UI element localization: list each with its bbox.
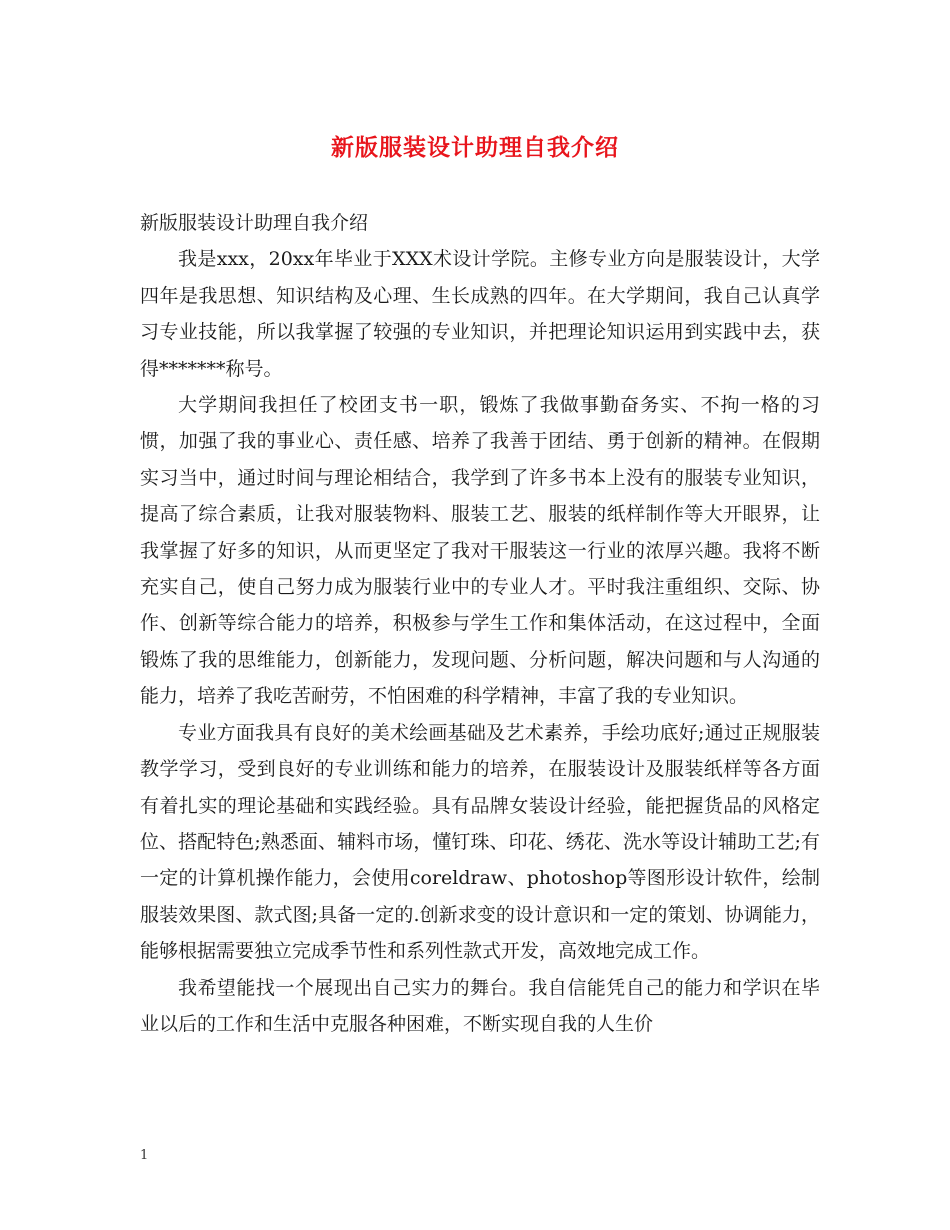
body-paragraph: 我希望能找一个展现出自己实力的舞台。我自信能凭自己的能力和学识在毕业以后的工作和生活中克服各种困难，不断实现自我的人生价 bbox=[140, 976, 820, 1035]
document-body bbox=[140, 205, 820, 1042]
body-paragraph: 专业方面我具有良好的美术绘画基础及艺术素养，手绘功底好;通过正规服装教学学习，受到良好的专业训练和能力的培养，在服装设计及服装纸样等各方面有着扎实的理论基础和实践经验。具有品牌女装设计经验，能把握货品的风格定位、搭配特色;熟悉面、辅料市场，懂钉珠、印花、绣花、洗水等设计辅助工艺;有一定的计算机操作能力，会使用coreldraw、photoshop等图形设计软件，绘制服装效果图、款式图;具备一定的.创新求变的设计意识和一定的策划、协调能力，能够根据需要独立完成季节性和系列性款式开发，高效地完成工作。 bbox=[140, 721, 820, 963]
document-title: 新版服装设计助理自我介绍 bbox=[331, 134, 619, 161]
document-subtitle: 新版服装设计助理自我介绍 bbox=[140, 212, 369, 234]
body-paragraph: 大学期间我担任了校团支书一职，锻炼了我做事勤奋务实、不拘一格的习惯，加强了我的事业心、责任感、培养了我善于团结、勇于创新的精神。在假期实习当中，通过时间与理论相结合，我学到了许多书本上没有的服装专业知识，提高了综合素质，让我对服装物料、服装工艺、服装的纸样制作等大开眼界，让我掌握了好多的知识，从而更坚定了我对干服装这一行业的浓厚兴趣。我将不断充实自己，使自己努力成为服装行业中的专业人才。平时我注重组织、交际、协作、创新等综合能力的培养，积极参与学生工作和集体活动，在这过程中，全面锻炼了我的思维能力，创新能力，发现问题、分析问题，解决问题和与人沟通的能力，培养了我吃苦耐劳，不怕困难的科学精神，丰富了我的专业知识。 bbox=[140, 394, 820, 708]
body-paragraph: 我是xxx，20xx年毕业于XXX术设计学院。主修专业方向是服装设计，大学四年是我思想、知识结构及心理、生长成熟的四年。在大学期间，我自己认真学习专业技能，所以我掌握了较强的专业知识，并把理论知识运用到实践中去，获得*******称号。 bbox=[140, 248, 820, 380]
page-number: 1 bbox=[140, 1148, 149, 1163]
